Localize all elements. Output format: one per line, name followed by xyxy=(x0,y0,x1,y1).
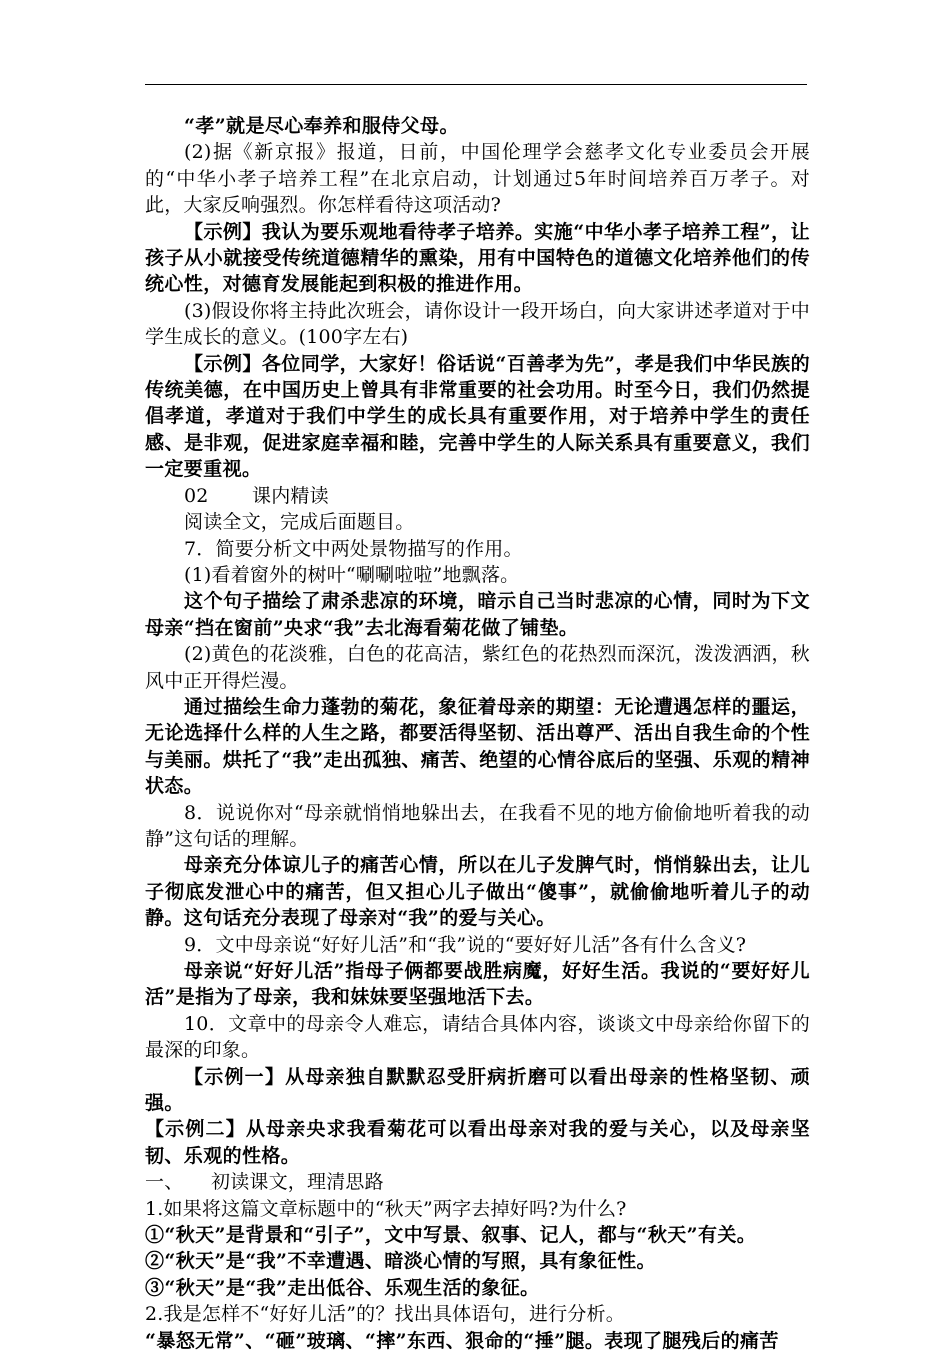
question-paragraph: (1)看着窗外的树叶“唰唰啦啦”地飘落。 xyxy=(184,563,520,586)
question-paragraph: 7．简要分析文中两处景物描写的作用。 xyxy=(184,537,523,560)
answer-paragraph: “暴怒无常”、“砸”玻璃、“摔”东西、狠命的“捶”腿。表现了腿残后的痛苦 xyxy=(145,1329,779,1352)
question-paragraph: (2)黄色的花淡雅，白色的花高洁，紫红色的花热烈而深沉，泼泼洒洒，秋风中正开得烂漫。 xyxy=(145,643,810,692)
answer-paragraph: 母亲说“好好儿活”指母子俩都要战胜病魔，好好生活。我说的“要好好儿活”是指为了母亲，我和妹妹要坚强地活下去。 xyxy=(145,960,810,1009)
section-heading-02 xyxy=(145,483,810,509)
answer-paragraph: 【示例】各位同学，大家好！俗话说“百善孝为先”，孝是我们中华民族的传统美德，在中国历史上曾具有非常重要的社会功用。时至今日，我们仍然提倡孝道，孝道对于我们中学生的成长具有重要作用，对于培养中学生的责任感、是非观，促进家庭幸福和睦，完善中学生的人际关系具有重要意义，我们一定要重视。 xyxy=(145,352,810,481)
question-paragraph: 1.如果将这篇文章标题中的“秋天”两字去掉好吗?为什么? xyxy=(145,1197,627,1220)
question-paragraph: 10．文章中的母亲令人难忘，请结合具体内容，谈谈文中母亲给你留下的最深的印象。 xyxy=(145,1012,810,1062)
answer-paragraph: ①“秋天”是背景和“引子”，文中写景、叙事、记人，都与“秋天”有关。 xyxy=(145,1224,757,1247)
question-paragraph: (3)假设你将主持此次班会，请你设计一段开场白，向大家讲述孝道对于中学生成长的意义。(100字左右) xyxy=(145,299,810,349)
answer-paragraph: 这个句子描绘了肃杀悲凉的环境，暗示自己当时悲凉的心情，同时为下文母亲“挡在窗前”央求“我”去北海看菊花做了铺垫。 xyxy=(145,590,810,639)
header-rule xyxy=(145,84,807,85)
section-title: 初读课文，理清思路 xyxy=(211,1171,384,1194)
answer-paragraph: 【示例】我认为要乐观地看待孝子培养。实施“中华小孝子培养工程”，让孩子从小就接受传统道德精华的熏染，用有中国特色的道德文化培养他们的传统心性，对德育发展能起到积极的推进作用。 xyxy=(145,220,810,296)
document-body xyxy=(145,113,810,1354)
answer-paragraph: 通过描绘生命力蓬勃的菊花，象征着母亲的期望：无论遭遇怎样的噩运，无论选择什么样的人生之路，都要活得坚韧、活出尊严、活出自我生命的个性与美丽。烘托了“我”走出孤独、痛苦、绝望的心情谷底后的坚强、乐观的精神状态。 xyxy=(145,695,810,798)
answer-paragraph: ③“秋天”是“我”走出低谷、乐观生活的象征。 xyxy=(145,1276,540,1299)
question-paragraph: 9．文中母亲说“好好儿活”和“我”说的“要好好儿活”各有什么含义? xyxy=(184,933,747,956)
section-number: 02 xyxy=(184,484,209,507)
question-paragraph: 2.我是怎样不“好好儿活”的？找出具体语句，进行分析。 xyxy=(145,1303,625,1326)
section-title: 课内精读 xyxy=(252,484,329,507)
section-heading-1 xyxy=(145,1169,810,1195)
instruction-paragraph: 阅读全文，完成后面题目。 xyxy=(184,511,415,534)
answer-paragraph: 【示例二】从母亲央求我看菊花可以看出母亲对我的爱与关心，以及母亲坚韧、乐观的性格。 xyxy=(145,1118,810,1167)
question-paragraph: 8．说说你对“母亲就悄悄地躲出去，在我看不见的地方偷偷地听着我的动静”这句话的理解。 xyxy=(145,801,810,850)
answer-paragraph: 母亲充分体谅儿子的痛苦心情，所以在儿子发脾气时，悄悄躲出去，让儿子彻底发泄心中的痛苦，但又担心儿子做出“傻事”，就偷偷地听着儿子的动静。这句话充分表现了母亲对“我”的爱与关心。 xyxy=(145,854,810,930)
answer-paragraph: ②“秋天”是“我”不幸遭遇、暗淡心情的写照，具有象征性。 xyxy=(145,1250,656,1273)
question-paragraph: (2)据《新京报》报道，日前，中国伦理学会慈孝文化专业委员会开展的“中华小孝子培养工程”在北京启动，计划通过5年时间培养百万孝子。对此，大家反响强烈。你怎样看待这项活动? xyxy=(145,141,810,217)
answer-paragraph: 【示例一】从母亲独自默默忍受肝病折磨可以看出母亲的性格坚韧、顽强。 xyxy=(145,1065,810,1115)
answer-paragraph: “孝”就是尽心奉养和服侍父母。 xyxy=(184,115,459,137)
section-number: 一、 xyxy=(145,1171,184,1194)
